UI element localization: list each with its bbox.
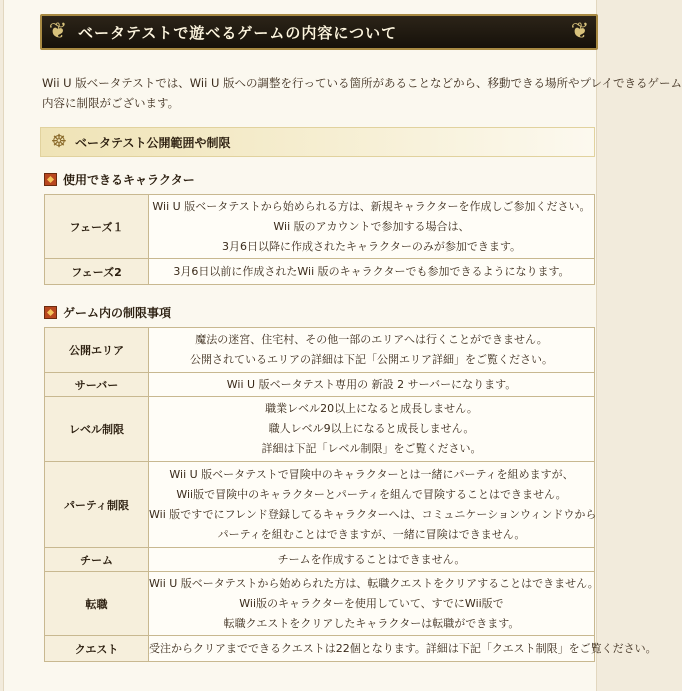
value-line: 職人レベル9以上になると成長しません。 xyxy=(268,422,475,435)
row-value xyxy=(149,548,595,572)
row-value xyxy=(149,259,595,285)
table-row xyxy=(45,548,595,572)
bullet-icon xyxy=(44,173,57,186)
value-line: 魔法の迷宮、住宅村、その他一部のエリアへは行くことができません。 xyxy=(195,333,548,346)
table-row xyxy=(45,462,595,548)
ship-wheel-icon: ☸ xyxy=(50,131,68,152)
value-line: Wii版で冒険中のキャラクターとパーティを組んで冒険することはできません。 xyxy=(176,487,567,501)
content-page xyxy=(3,0,682,691)
value-line: 3月6日以前に作成されたWii 版のキャラクターでも参加できるようになります。 xyxy=(173,264,570,278)
value-line: Wii 版のアカウントで参加する場合は、 xyxy=(273,219,470,233)
table-row xyxy=(45,259,595,285)
row-label: 転職 xyxy=(45,572,149,636)
table-row xyxy=(45,397,595,462)
row-value xyxy=(149,462,595,548)
page-title: ベータテストで遊べるゲームの内容について xyxy=(78,23,398,42)
value-line: Wii U 版ベータテストから始められる方は、新規キャラクターを作成しご参加ください。 xyxy=(152,199,591,213)
subheading-text: 使用できるキャラクター xyxy=(63,172,195,187)
subheading-restrictions xyxy=(44,304,171,320)
row-value xyxy=(149,572,599,636)
row-label: レベル制限 xyxy=(45,397,149,462)
row-value xyxy=(149,195,595,259)
restrictions-table xyxy=(44,327,657,662)
intro-line: 内容に制限がございます。 xyxy=(42,96,180,110)
intro-text xyxy=(42,73,682,113)
bullet-icon xyxy=(44,306,57,319)
table-row xyxy=(45,328,595,373)
value-line: 転職クエストをクリアしたキャラクターは転職ができます。 xyxy=(223,616,520,630)
ornament-left-icon: ❦ xyxy=(48,19,68,44)
row-value xyxy=(149,328,595,373)
row-label: クエスト xyxy=(45,636,149,662)
title-banner xyxy=(40,14,598,50)
row-label: チーム xyxy=(45,548,149,572)
row-label: パーティ制限 xyxy=(45,462,149,548)
subheading-text: ゲーム内の制限事項 xyxy=(63,305,172,320)
value-line: パーティを組むことはできますが、一緒に冒険はできません。 xyxy=(217,527,526,541)
value-line: チームを作成することはできません。 xyxy=(277,552,466,566)
row-label: フェーズ１ xyxy=(45,195,149,259)
value-line: Wii U 版ベータテスト専用の 新設 2 サーバーになります。 xyxy=(226,377,517,391)
table-row xyxy=(45,373,595,397)
table-row xyxy=(45,572,595,636)
characters-table xyxy=(44,194,595,285)
intro-line: Wii U 版ベータテストでは、Wii U 版への調整を行っている箇所があることなどから、移動できる場所やプレイできるゲーム xyxy=(42,76,682,90)
value-line: Wii U 版ベータテストから始められた方は、転職クエストをクリアすることはできません。 xyxy=(149,576,599,590)
row-value xyxy=(149,373,595,397)
section-header xyxy=(40,127,595,157)
value-line: Wii U 版ベータテストで冒険中のキャラクターとは一緒にパーティを組めますが、 xyxy=(169,467,574,481)
row-label: フェーズ2 xyxy=(45,259,149,285)
value-line: Wii 版ですでにフレンド登録してるキャラクターへは、コミュニケーションウィンドウから xyxy=(149,507,597,521)
section-title: ベータテスト公開範囲や制限 xyxy=(75,135,231,150)
ornament-right-icon: ❦ xyxy=(570,19,590,44)
row-value xyxy=(149,397,595,462)
row-label: サーバー xyxy=(45,373,149,397)
value-line: 公開されているエリアの詳細は下記「公開エリア詳細」をご覧ください。 xyxy=(190,353,553,366)
value-line: 職業レベル20以上になると成長しません。 xyxy=(265,402,478,415)
row-value xyxy=(149,636,657,662)
value-line: 詳細は下記「レベル制限」をご覧ください。 xyxy=(261,442,482,455)
value-line: 3月6日以降に作成されたキャラクターのみが参加できます。 xyxy=(222,239,521,253)
table-row xyxy=(45,195,595,259)
table-row xyxy=(45,636,595,662)
subheading-characters xyxy=(44,171,195,187)
value-line: Wii版のキャラクターを使用していて、すでにWii版で xyxy=(239,596,504,610)
row-label: 公開エリア xyxy=(45,328,149,373)
value-line: 受注からクリアまでできるクエストは22個となります。詳細は下記「クエスト制限」をご覧ください。 xyxy=(149,641,657,655)
